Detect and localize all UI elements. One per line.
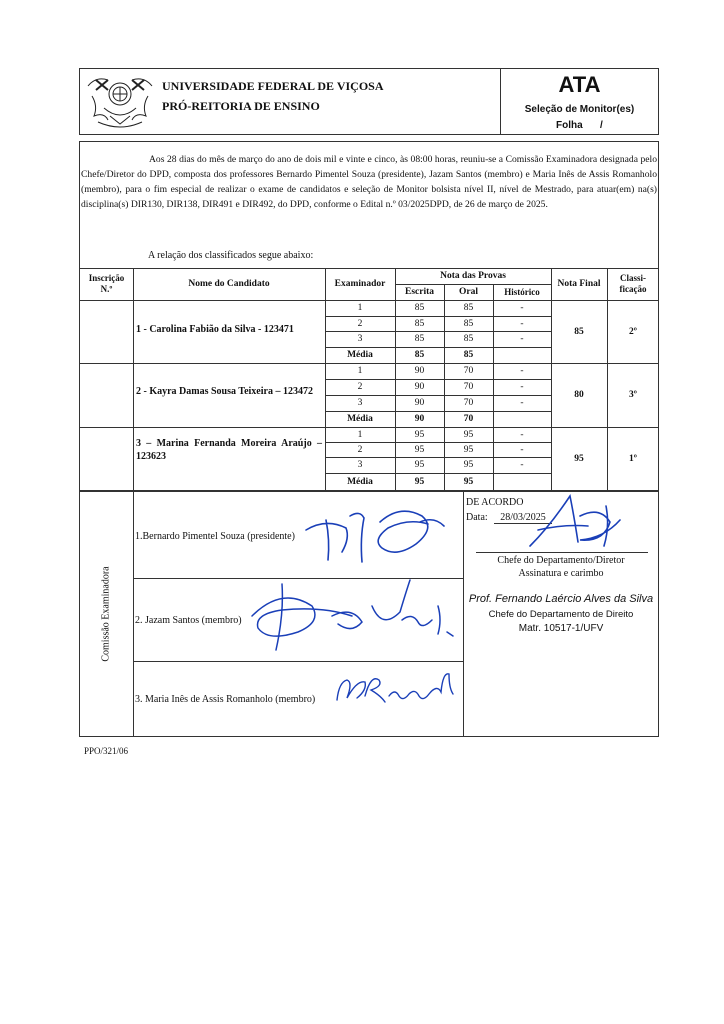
score-written: 85 xyxy=(414,318,425,329)
approval-role-line1: Chefe do Departamento/Diretor xyxy=(497,555,625,566)
score-oral: 95 xyxy=(463,460,474,470)
media-oral: 95 xyxy=(463,477,474,487)
signature-department-head xyxy=(520,486,640,556)
col-header-escrita: Escrita xyxy=(404,287,435,297)
list-intro: A relação dos classificados segue abaixo: xyxy=(148,250,314,261)
col-header-notas: Nota das Provas xyxy=(440,271,506,281)
signature-member-2 xyxy=(242,576,462,656)
media-written: 85 xyxy=(414,350,425,360)
examiner-number: 1 xyxy=(357,429,363,440)
score-oral: 70 xyxy=(463,382,474,392)
col-header-historico: Histórico xyxy=(504,287,540,297)
score-written: 90 xyxy=(414,366,425,376)
media-label: Média xyxy=(347,477,373,487)
score-oral: 85 xyxy=(463,334,474,344)
classification: 1º xyxy=(629,454,637,464)
classification: 3º xyxy=(629,390,637,400)
examiner-number: 2 xyxy=(357,444,363,455)
examiner-number: 2 xyxy=(357,318,363,329)
minutes-paragraph: Aos 28 dias do mês de março do ano de dois mil e vinte e cinco, às 08:00 horas, reuniu-se a Comissão Examinadora designada pelo Chefe/Diretor do DPD, composta dos professores Bernardo Pimentel Souza (presidente), Jazam Santos (membro) e Maria Inês de Assis Romanholo (membro), para o fim especial de realizar o exame de candidatos e seleção de Monitor bolsista nível II, nível de Mestrado, para atuar(em) na(s) disciplina(s) DIR130, DIR138, DIR491 e DIR492, do DPD, conforme o Edital n.º 03/2025DPD, de 26 de março de 2025. xyxy=(81,154,657,210)
approval-signature-line xyxy=(476,552,648,553)
score-history: - xyxy=(520,303,524,313)
stamp-registration: Matr. 10517-1/UFV xyxy=(518,623,604,634)
doc-subtitle: Seleção de Monitor(es) xyxy=(524,104,635,115)
stamp-name: Prof. Fernando Laércio Alves da Silva xyxy=(468,593,654,605)
score-oral: 70 xyxy=(463,398,474,408)
col-header-nome: Nome do Candidato xyxy=(188,279,270,289)
approval-date-label: Data: xyxy=(466,512,488,523)
score-history: - xyxy=(520,460,524,470)
examiner-number: 2 xyxy=(357,382,363,392)
examiner-number: 3 xyxy=(357,460,363,470)
score-written: 85 xyxy=(414,334,425,344)
col-header-nota-final: Nota Final xyxy=(557,279,601,289)
candidate-name: 1 - Carolina Fabião da Silva - 123471 xyxy=(136,324,294,335)
score-oral: 95 xyxy=(463,444,474,455)
stamp-role: Chefe do Departamento de Direito xyxy=(488,609,634,620)
score-written: 95 xyxy=(414,429,425,440)
signature-member-3 xyxy=(333,672,463,712)
score-oral: 85 xyxy=(463,303,474,313)
media-label: Média xyxy=(347,414,373,424)
approval-date-value: 28/03/2025 xyxy=(494,512,552,524)
candidate-name: 2 - Kayra Damas Sousa Teixeira – 123472 xyxy=(136,386,313,397)
score-oral: 70 xyxy=(463,366,474,376)
candidate-name: 3 – Marina Fernanda Moreira Araújo – 123623 xyxy=(136,438,322,462)
score-history: - xyxy=(520,366,524,376)
media-label: Média xyxy=(347,350,373,360)
media-oral: 70 xyxy=(463,414,474,424)
media-written: 95 xyxy=(414,477,425,487)
final-score: 85 xyxy=(574,326,584,337)
doc-title: ATA xyxy=(558,72,601,97)
form-code: PPO/321/06 xyxy=(84,746,129,756)
score-history: - xyxy=(520,398,524,408)
sheet-separator: / xyxy=(600,120,603,131)
classification: 2º xyxy=(629,326,637,337)
final-score: 95 xyxy=(574,454,584,464)
score-written: 85 xyxy=(414,303,425,313)
col-header-inscricao: Inscrição N.º xyxy=(88,273,125,294)
score-history: - xyxy=(520,382,524,392)
score-written: 90 xyxy=(414,382,425,392)
score-written: 95 xyxy=(414,460,425,470)
approval-role-line2: Assinatura e carimbo xyxy=(518,568,604,579)
col-header-examinador: Examinador xyxy=(334,279,386,289)
examiner-number: 3 xyxy=(357,334,363,344)
score-history: - xyxy=(520,444,524,455)
commission-member-2: 2. Jazam Santos (membro) xyxy=(135,615,242,626)
university-name: UNIVERSIDADE FEDERAL DE VIÇOSA xyxy=(162,79,384,93)
sheet-label: Folha xyxy=(556,120,583,131)
media-written: 90 xyxy=(414,414,425,424)
commission-member-3: 3. Maria Inês de Assis Romanholo (membro) xyxy=(135,694,316,705)
commission-side-label: Comissão Examinadora xyxy=(100,566,112,662)
score-written: 90 xyxy=(414,398,425,408)
university-crest-icon xyxy=(84,72,156,132)
score-history: - xyxy=(520,429,524,440)
col-header-oral: Oral xyxy=(459,287,478,297)
signature-member-1 xyxy=(300,500,460,570)
examiner-number: 3 xyxy=(357,398,363,408)
final-score: 80 xyxy=(574,390,584,400)
approval-label: DE ACORDO xyxy=(466,497,524,508)
media-oral: 85 xyxy=(463,350,474,360)
department-name: PRÓ-REITORIA DE ENSINO xyxy=(162,99,320,113)
examiner-number: 1 xyxy=(357,303,363,313)
score-history: - xyxy=(520,318,524,329)
score-written: 95 xyxy=(414,444,425,455)
col-header-classificacao: Classi-ficação xyxy=(619,273,647,294)
score-oral: 85 xyxy=(463,318,474,329)
examiner-number: 1 xyxy=(357,366,363,376)
score-history: - xyxy=(520,334,524,344)
score-oral: 95 xyxy=(463,429,474,440)
commission-member-1: 1.Bernardo Pimentel Souza (presidente) xyxy=(135,531,295,542)
